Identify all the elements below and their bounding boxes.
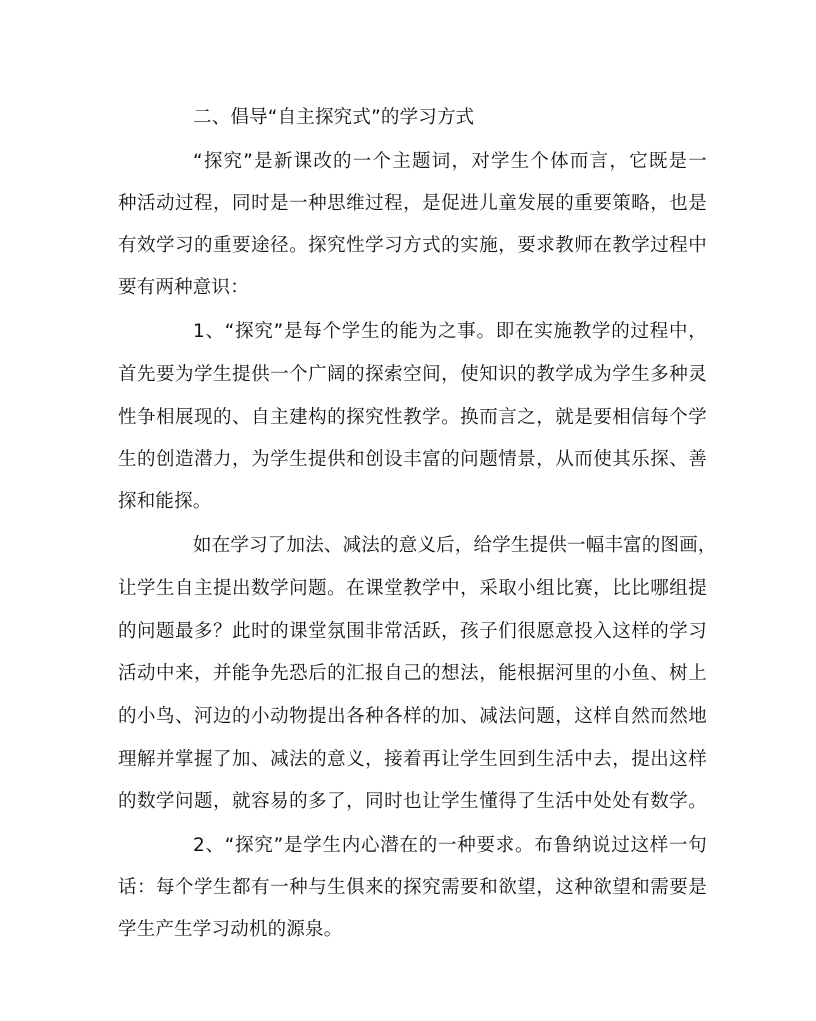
paragraph-line: 首先要为学生提供一个广阔的探索空间，使知识的教学成为学生多种灵 bbox=[118, 364, 707, 385]
paragraph-line: 理解并掌握了加、减法的意义，接着再让学生回到生活中去，提出这样 bbox=[118, 749, 707, 770]
paragraph-line: 生的创造潜力，为学生提供和创设丰富的问题情景，从而使其乐探、善 bbox=[118, 449, 707, 470]
paragraph-line: “探究”是新课改的一个主题词，对学生个体而言，它既是一 bbox=[193, 151, 707, 172]
paragraph-line: 有效学习的重要途径。探究性学习方式的实施，要求教师在教学过程中 bbox=[118, 235, 707, 256]
paragraph-line: 2、“探究”是学生内心潜在的一种要求。布鲁纳说过这样一句 bbox=[193, 835, 707, 856]
paragraph-line: 种活动过程，同时是一种思维过程，是促进儿童发展的重要策略，也是 bbox=[118, 193, 707, 214]
paragraph-line: 的小鸟、河边的小动物提出各种各样的加、减法问题，这样自然而然地 bbox=[118, 706, 707, 727]
paragraph-line: 要有两种意识： bbox=[118, 277, 249, 298]
paragraph-line: 如在学习了加法、减法的意义后，给学生提供一幅丰富的图画， bbox=[193, 535, 717, 556]
paragraph-line: 的问题最多？此时的课堂氛围非常活跃，孩子们很愿意投入这样的学习 bbox=[118, 621, 707, 642]
paragraph-line: 1、“探究”是每个学生的能为之事。即在实施教学的过程中， bbox=[193, 321, 707, 342]
paragraph-line: 活动中来，并能争先恐后的汇报自己的想法，能根据河里的小鱼、树上 bbox=[118, 663, 707, 684]
paragraph-line: 探和能探。 bbox=[118, 491, 212, 512]
paragraph-line: 的数学问题，就容易的多了，同时也让学生懂得了生活中处处有数学。 bbox=[118, 791, 707, 812]
section-heading: 二、倡导“自主探究式”的学习方式 bbox=[193, 107, 475, 128]
paragraph-line: 学生产生学习动机的源泉。 bbox=[118, 919, 343, 940]
paragraph-line: 话：每个学生都有一种与生俱来的探究需要和欲望，这种欲望和需要是 bbox=[118, 877, 707, 898]
paragraph-line: 让学生自主提出数学问题。在课堂教学中，采取小组比赛，比比哪组提 bbox=[118, 578, 707, 599]
paragraph-line: 性争相展现的、自主建构的探究性教学。换而言之，就是要相信每个学 bbox=[118, 407, 707, 428]
